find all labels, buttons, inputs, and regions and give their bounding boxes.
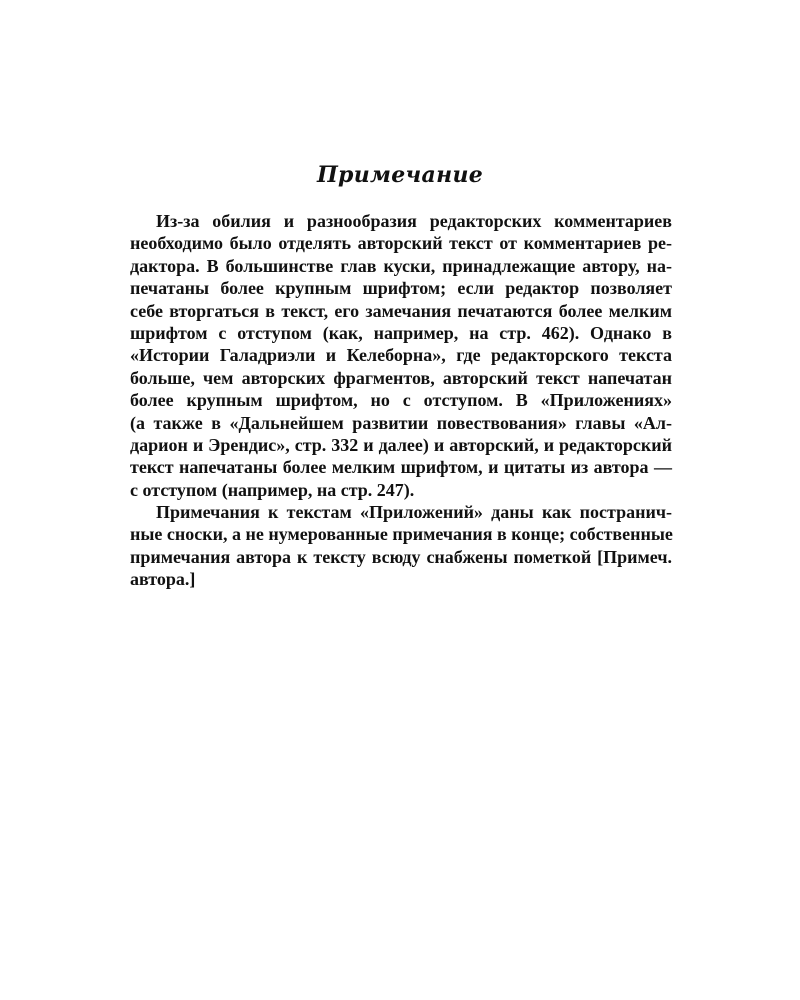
text-line: автора.] — [130, 569, 196, 590]
text-line: дарион и Эрендис», стр. 332 и далее) и авторский, и редакторский — [130, 434, 672, 455]
text-line: себе вторгаться в текст, его замечания печатаются более мелким — [130, 300, 672, 321]
text-line: с отступом (например, на стр. 247). — [130, 479, 415, 500]
text-line: примечания автора к тексту всюду снабжены пометкой [Примеч. — [130, 546, 672, 567]
page-title: Примечание — [316, 162, 484, 188]
paragraph-1 — [130, 210, 672, 501]
text-line: Из-за обилия и разнообразия редакторских комментариев — [156, 211, 672, 231]
text-line: печатаны более крупным шрифтом; если редактор позволяет — [130, 278, 672, 299]
text-line: Примечания к текстам «Приложений» даны как постранич- — [156, 502, 672, 523]
text-line: ные сноски, а не нумерованные примечания в конце; собственные — [130, 524, 673, 545]
text-line: необходимо было отделять авторский текст от комментариев ре- — [130, 233, 672, 254]
text-line: текст напечатаны более мелким шрифтом, и цитаты из автора — — [130, 457, 672, 478]
text-line: больше, чем авторских фрагментов, авторский текст напечатан — [130, 367, 672, 388]
paragraph-2 — [130, 501, 672, 591]
note-body — [130, 210, 672, 591]
text-line: шрифтом с отступом (как, например, на стр. 462). Однако в — [130, 322, 672, 343]
text-line: дактора. В большинстве глав куски, принадлежащие автору, на- — [130, 255, 672, 276]
text-line: «Истории Галадриэли и Келеборна», где редакторского текста — [130, 345, 672, 366]
text-line: более крупным шрифтом, но с отступом. В «Приложениях» — [130, 390, 672, 411]
text-line: (а также в «Дальнейшем развитии повествования» главы «Ал- — [130, 412, 672, 433]
